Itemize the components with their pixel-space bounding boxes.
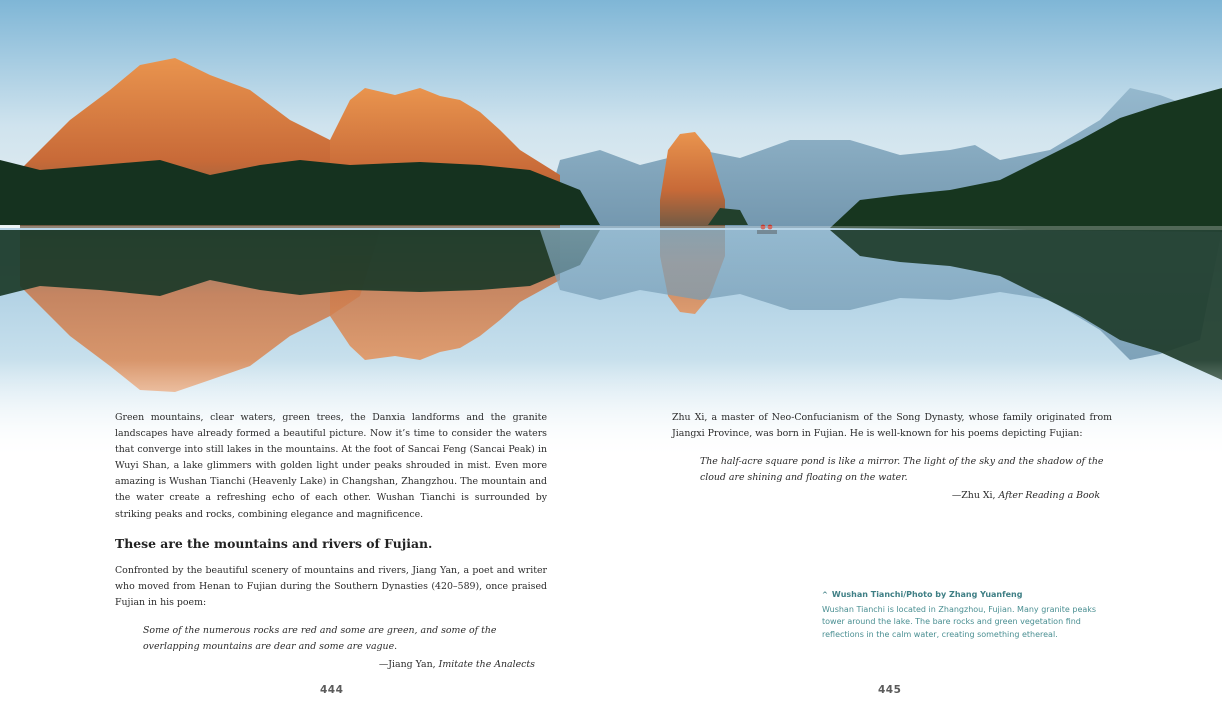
left-paragraph-2: Confronted by the beautiful scenery of mountains and rivers, Jiang Yan, a poet and writer who moved from Henan to Fujian during the Southern Dynasties (420–589), once praised Fujian in his poem: — [115, 564, 547, 608]
right-paragraph-1: Zhu Xi, a master of Neo-Confucianism of the Song Dynasty, whose family originated from Jiangxi Province, was born in Fujian. He is well-known for his poems depicting Fujian: — [672, 412, 1112, 440]
jiang-yan-quote: Some of the numerous rocks are red and some are green, and some of the overlapping mountains are dear and some are vague. — [143, 624, 497, 653]
caret-up-icon: ^ — [822, 591, 828, 599]
attribution-author: —Zhu Xi, — [951, 490, 999, 502]
left-paragraph-1: Green mountains, clear waters, green trees, the Danxia landforms and the granite landscapes have already formed a beautiful picture. Now it’s time to consider the waters that converge into still lakes in the mountains. At the foot of Sancai Feng (Sancai Peak) in Wuyi Shan, a lake glimmers with golden light under peaks shrouded in mist. Even more amazing is Wushan Tianchi (Heavenly Lake) in Changshan, Zhangzhou. The mountain and the water create a refreshing echo of each other. Wushan Tianchi is surrounded by striking peaks and rocks, combining elegance and magnificence. — [115, 412, 547, 520]
attribution-book: Imitate the Analects — [438, 659, 535, 671]
zhu-xi-quote: The half-acre square pond is like a mirror. The light of the sky and the shadow of the cloud are shining and floating on the water. — [700, 456, 1104, 484]
zhu-xi-attribution — [672, 488, 1100, 504]
caption-title-text: Wushan Tianchi/Photo by Zhang Yuanfeng — [831, 590, 1023, 599]
left-page-text — [115, 410, 547, 673]
section-heading: These are the mountains and rivers of Fujian. — [115, 535, 433, 551]
attribution-book: After Reading a Book — [998, 490, 1100, 502]
page-number-right: 445 — [878, 684, 902, 696]
page-number-left: 444 — [320, 684, 344, 696]
caption-title — [822, 589, 1112, 601]
jiang-yan-attribution — [115, 657, 535, 673]
caption-body: Wushan Tianchi is located in Zhangzhou, Fujian. Many granite peaks tower around the lake. The bare rocks and green vegetation find reflections in the calm water, creating something ethereal. — [822, 605, 1097, 639]
photo-caption — [822, 589, 1112, 641]
right-page-text — [672, 410, 1112, 504]
attribution-author: —Jiang Yan, — [378, 659, 439, 671]
